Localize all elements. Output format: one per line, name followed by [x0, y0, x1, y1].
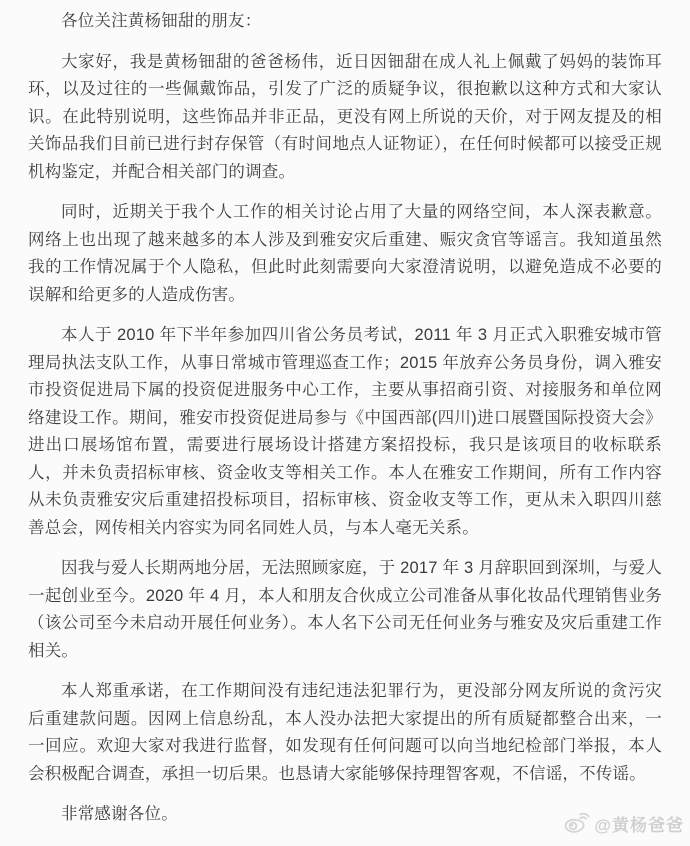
paragraph-jewelry-clarification: 大家好，我是黄杨钿甜的爸爸杨伟，近日因钿甜在成人礼上佩戴了妈妈的装饰耳环，以及过往的一些佩戴饰品，引发了广泛的质疑争议，很抱歉以这种方式和大家认识。在此特别说明，这些饰品并非正品，更没有网上所说的天价，对于网友提及的相关饰品我们目前已进行封存保管（有时间地点人证物证），在任何时候都可以接受正规机构鉴定，并配合相关部门的调查。	[28, 52, 662, 181]
paragraph-pledge-and-supervision: 本人郑重承诺，在工作期间没有违纪违法犯罪行为，更没部分网友所说的贪污灾后重建款问题。因网上信息纷乱，本人没办法把大家提出的所有质疑都整合出来，一一回应。欢迎大家对我进行监督，如发现有任何问题可以向当地纪检部门举报，本人会积极配合调查，承担一切后果。也恳请大家能够保持理智客观，不信谣，不传谣。	[28, 682, 662, 783]
salutation: 各位关注黄杨钿甜的朋友：	[61, 12, 262, 30]
weibo-icon	[563, 812, 590, 835]
weibo-watermark	[563, 811, 684, 836]
paragraph-apology-and-rumors: 同时，近期关于我个人工作的相关讨论占用了大量的网络空间，本人深表歉意。网络上也出现了越来越多的本人涉及到雅安灾后重建、赈灾贪官等谣言。我知道虽然我的工作情况属于个人隐私，但此时此刻需要向大家澄清说明，以避免造成不必要的误解和给更多的人造成伤害。	[28, 203, 662, 304]
paragraph-resignation-and-business: 因我与爱人长期两地分居，无法照顾家庭，于 2017 年 3 月辞职回到深圳，与爱人一起创业至今。2020 年 4 月，本人和朋友合伙成立公司准备从事化妆品代理销售业务（该公司至今未启动开展任何业务）。本人名下公司无任何业务与雅安及灾后重建工作相关。	[28, 559, 662, 660]
watermark-handle: @黄杨爸爸	[594, 816, 684, 835]
closing-thanks: 非常感谢各位。	[61, 805, 178, 823]
paragraph-career-history: 本人于 2010 年下半年参加四川省公务员考试，2011 年 3 月正式入职雅安城市管理局执法支队工作，从事日常城市管理巡查工作；2015 年放弃公务员身份，调入雅安市投资促进局下属的投资促进服务中心工作，主要从事招商引资、对接服务和单位网络建设工作。期间，雅安市投资促进局参与《中国西部(四川)进口展暨国际投资大会》进出口展场馆布置，需要进行展场设计搭建方案招投标，我只是该项目的收标联系人，并未负责招标审核、资金收支等相关工作。本人在雅安工作期间，所有工作内容从未负责雅安灾后重建招投标项目，招标审核、资金收支等工作，更从未入职四川慈善总会，网传相关内容实为同名同姓人员，与本人毫无关系。	[28, 326, 662, 537]
